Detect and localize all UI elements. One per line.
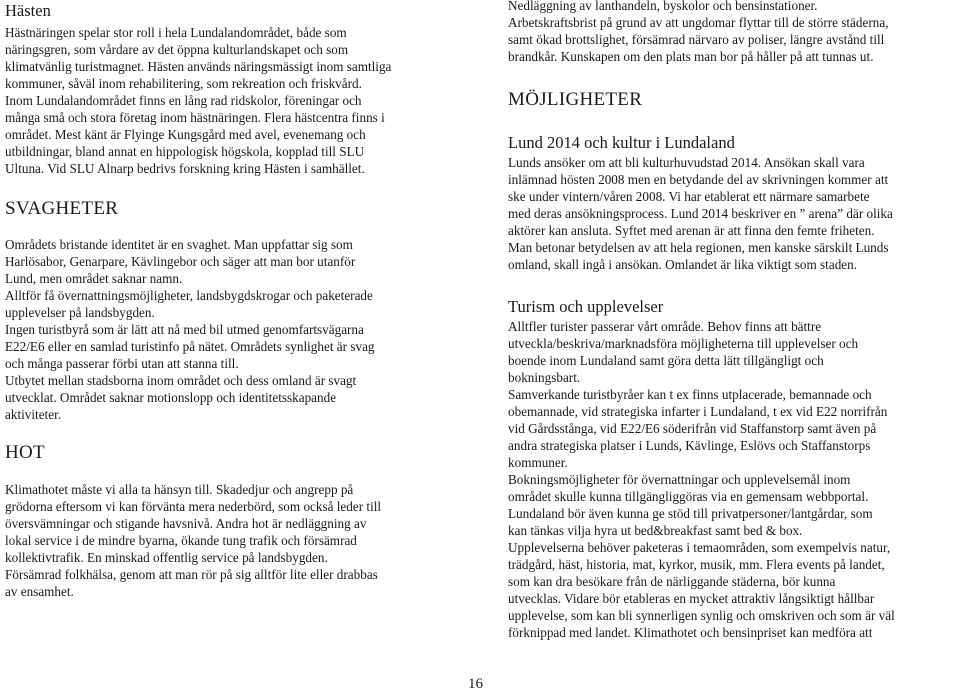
text-line: Bokningsmöjligheter för övernattningar och upplevelsemål inom bbox=[508, 472, 851, 487]
text-line: Alltför få övernattningsmöjligheter, landsbygdskrogar och paketerade bbox=[5, 288, 373, 303]
section-heading-hasten: Hästen bbox=[5, 1, 51, 20]
text-line: Klimathotet måste vi alla ta hänsyn till. Skadedjur och angrepp på bbox=[5, 482, 354, 497]
text-line: kommuner, såväl inom rehabilitering, som rekreation och friskvård. bbox=[5, 76, 362, 91]
text-line: utvecklas. Vidare bör etableras en mycket attraktiv långsiktigt hållbar bbox=[508, 591, 875, 606]
intro-body bbox=[508, 0, 958, 65]
text-line: ske under vintern/våren 2008. Vi har etablerat ett närmare samarbete bbox=[508, 189, 870, 204]
text-line: Ingen turistbyrå som är lätt att nå med bil utmed genomfartsvägarna bbox=[5, 322, 364, 337]
text-line: trädgård, häst, historia, mat, kyrkor, musik, mm. Flera events på landet, bbox=[508, 557, 885, 572]
left-column bbox=[5, 0, 453, 600]
subheading-turism: Turism och upplevelser bbox=[508, 297, 664, 316]
text-line: Samverkande turistbyråer kan t ex finns utplacerade, bemannade och bbox=[508, 387, 872, 402]
text-line: Man betonar betydelsen av att hela regionen, men kanske särskilt Lunds bbox=[508, 240, 889, 255]
text-line: obemannade, vid strategiska infarter i Lundaland, t ex vid E22 norrifrån bbox=[508, 404, 888, 419]
text-line: upplevelser på landsbygden. bbox=[5, 305, 155, 320]
text-line: Harlösabor, Genarpare, Kävlingebor och säger att man bor utanför bbox=[5, 254, 356, 269]
text-line: Lunds ansöker om att bli kulturhuvudstad 2014. Ansökan skall vara bbox=[508, 155, 865, 170]
text-line: området skulle kunna tillgängliggöras via en gemensam webbportal. bbox=[508, 489, 869, 504]
section-heading-svagheter: SVAGHETER bbox=[5, 198, 119, 219]
text-line: grödorna eftersom vi kan förvänta mera nederbörd, som också leder till bbox=[5, 499, 382, 514]
text-line: Lundaland bör även kunna ge stöd till privatpersoner/lantgårdar, som bbox=[508, 506, 873, 521]
text-line: Nedläggning av lanthandeln, byskolor och bensinstationer. bbox=[508, 0, 818, 13]
svagheter-body bbox=[5, 236, 453, 423]
text-line: Inom Lundalandområdet finns en lång rad ridskolor, föreningar och bbox=[5, 93, 362, 108]
text-line: Arbetskraftsbrist på grund av att ungdomar flyttar till de större städerna, bbox=[508, 15, 889, 30]
text-line: upplevelse, som kan bli synnerligen synlig och omskriven och som är väl bbox=[508, 608, 895, 623]
text-line: många små och stora företag inom hästnäringen. Flera hästcentra finns i bbox=[5, 110, 385, 125]
text-line: lokal service i de mindre byarna, ökande tung trafik och försämrad bbox=[5, 533, 357, 548]
text-line: omland, skall ingå i ansökan. Omlandet är lika viktigt som staden. bbox=[508, 257, 858, 272]
text-line: utbildningar, bland annat en hippologisk högskola, kopplad till SLU bbox=[5, 144, 365, 159]
text-line: av ensamhet. bbox=[5, 584, 74, 599]
hasten-body bbox=[5, 24, 453, 177]
section-heading-mojligheter: MÖJLIGHETER bbox=[508, 89, 643, 110]
text-line: samt ökad brottslighet, försämrad närvaro av poliser, längre avstånd till bbox=[508, 32, 885, 47]
text-line: Försämrad folkhälsa, genom att man rör på sig alltför lite eller drabbas bbox=[5, 567, 378, 582]
text-line: vid Gårdsstånga, vid E22/E6 söderifrån vid Staffanstorp samt även på bbox=[508, 421, 877, 436]
section-heading-hot: HOT bbox=[5, 442, 45, 463]
text-line: utvecklat. Området saknar motionslopp och identitetsskapande bbox=[5, 390, 337, 405]
text-line: utveckla/beskriva/marknadsföra möjligheterna till upplevelser och bbox=[508, 336, 859, 351]
text-line: området. Mest känt är Flyinge Kungsgård med avel, evenemang och bbox=[5, 127, 366, 142]
text-line: Hästnäringen spelar stor roll i hela Lundalandområdet, både som bbox=[5, 25, 347, 40]
text-line: näringsgren, som vårdare av det öppna kulturlandskapet och som bbox=[5, 42, 349, 57]
lund2014-body bbox=[508, 154, 958, 273]
text-line: boende inom Lundaland samt göra detta lätt tillgängligt och bbox=[508, 353, 824, 368]
subheading-lund2014: Lund 2014 och kultur i Lundaland bbox=[508, 133, 735, 152]
page-number: 16 bbox=[468, 676, 483, 692]
text-line: översvämningar och stigande havsnivå. Andra hot är nedläggning av bbox=[5, 516, 367, 531]
right-column bbox=[508, 0, 958, 641]
text-line: Utbytet mellan stadsborna inom området och dess omland är svagt bbox=[5, 373, 357, 388]
text-line: aktörer kan ansluta. Syftet med arenan är att finna den femte friheten. bbox=[508, 223, 875, 238]
text-line: Lund, men området saknar namn. bbox=[5, 271, 183, 286]
text-line: E22/E6 eller en samlad turistinfo på nätet. Områdets synlighet är svag bbox=[5, 339, 375, 354]
text-line: inlämnad hösten 2008 men en betydande del av skrivningen kommer att bbox=[508, 172, 889, 187]
text-line: klimatvänlig turistmagnet. Hästen används näringsmässigt inom samtliga bbox=[5, 59, 392, 74]
text-line: och många passerar förbi utan att stanna till. bbox=[5, 356, 239, 371]
turism-body bbox=[508, 318, 958, 641]
text-line: Ultuna. Vid SLU Alnarp bedrivs forskning kring Hästen i samhället. bbox=[5, 161, 365, 176]
text-line: andra strategiska platser i Lunds, Kävlinge, Eslövs och Staffanstorps bbox=[508, 438, 871, 453]
text-line: aktiviteter. bbox=[5, 407, 62, 422]
text-line: förknippad med landet. Klimathotet och bensinpriset kan medföra att bbox=[508, 625, 873, 640]
hot-body bbox=[5, 481, 453, 600]
text-line: kollektivtrafik. En minskad offentlig service på landsbygden. bbox=[5, 550, 328, 565]
text-line: brandkår. Kunskapen om den plats man bor på håller på att tunnas ut. bbox=[508, 49, 874, 64]
text-line: Upplevelserna behöver paketeras i temaområden, som exempelvis natur, bbox=[508, 540, 891, 555]
text-line: som kan dra besökare från de närliggande städerna, bör kunna bbox=[508, 574, 836, 589]
text-line: kommuner. bbox=[508, 455, 568, 470]
text-line: kan tänkas vilja hyra ut bed&breakfast samt bed & box. bbox=[508, 523, 803, 538]
text-line: med deras ansökningsprocess. Lund 2014 beskriver en ” arena” där olika bbox=[508, 206, 893, 221]
text-line: Alltfler turister passerar vårt område. Behov finns att bättre bbox=[508, 319, 822, 334]
text-line: bokningsbart. bbox=[508, 370, 581, 385]
text-line: Områdets bristande identitet är en svaghet. Man uppfattar sig som bbox=[5, 237, 353, 252]
